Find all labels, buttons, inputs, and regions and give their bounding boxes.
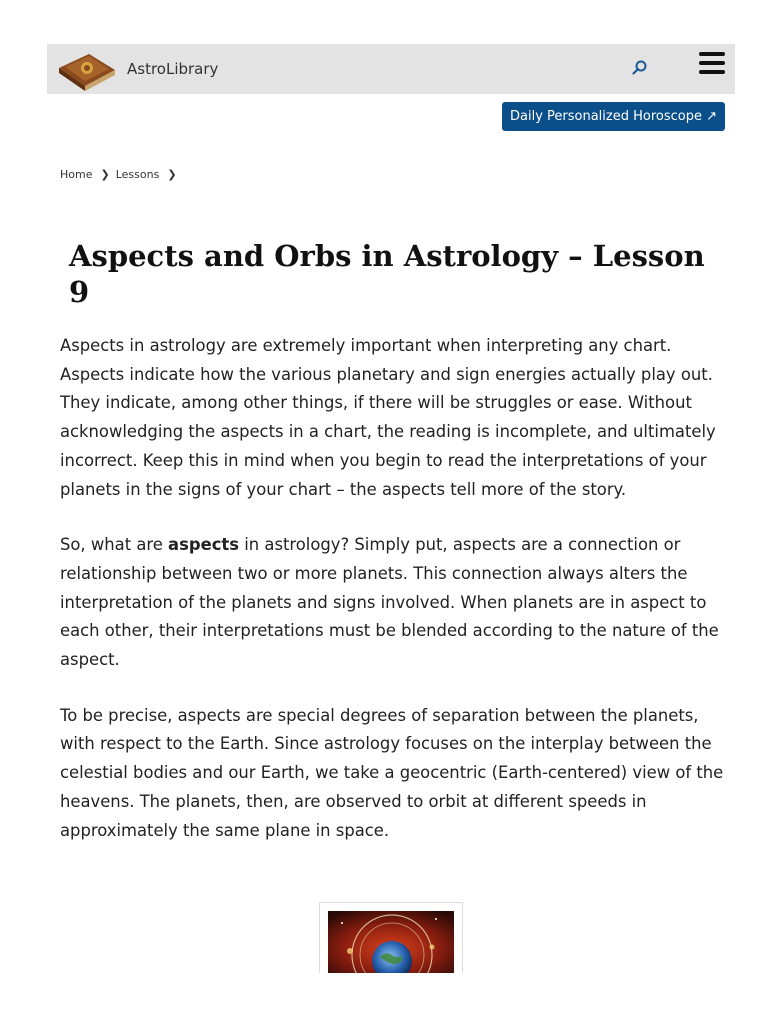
- article-paragraph: To be precise, aspects are special degrees of separation between the planets, with respect to the Earth. Since astrology focuses on the interplay between the celestial bodies and our Earth, we take a geocentric (Earth-centered) view of the heavens. The planets, then, are observed to orbit at different speeds in approximately the same plane in space.: [60, 705, 724, 840]
- breadcrumb-home[interactable]: Home: [60, 168, 93, 181]
- aspects-term: aspects: [168, 535, 240, 555]
- menu-bar: [699, 52, 725, 56]
- article-paragraph: [60, 531, 728, 675]
- breadcrumb-separator: ❯: [100, 168, 110, 181]
- article-body: [60, 332, 728, 872]
- site-name[interactable]: AstroLibrary: [127, 60, 219, 78]
- daily-horoscope-button[interactable]: Daily Personalized Horoscope ↗: [502, 102, 725, 131]
- article-figure: [319, 902, 463, 973]
- zodiac-earth-image: [328, 911, 454, 973]
- paragraph-text: in astrology? Simply put, aspects are a connection or relationship between two or more planets. This connection always alters the interpretation of the planets and signs involved. When planets are in aspect to each other, their interpretations must be blended according to the nature of the aspect.: [60, 535, 719, 670]
- book-icon[interactable]: [55, 46, 117, 92]
- page-title: Aspects and Orbs in Astrology – Lesson 9: [69, 239, 705, 309]
- breadcrumb: [60, 168, 183, 181]
- breadcrumb-lessons[interactable]: Lessons: [115, 168, 160, 181]
- site-header: [47, 44, 735, 94]
- article-paragraph: Aspects in astrology are extremely important when interpreting any chart. Aspects indicate how the various planetary and sign energies actually play out. They indicate, among other things, if there will be struggles or ease. Without acknowledging the aspects in a chart, the reading is incomplete, and ultimately incorrect. Keep this in mind when you begin to read the interpretations of your planets in the signs of your chart – the aspects tell more of the story.: [60, 336, 716, 499]
- menu-bar: [699, 70, 725, 74]
- hamburger-menu-icon[interactable]: [699, 52, 725, 76]
- menu-bar: [699, 61, 725, 65]
- breadcrumb-separator: ❯: [167, 168, 177, 181]
- search-icon[interactable]: [631, 59, 649, 77]
- paragraph-text: So, what are: [60, 535, 169, 555]
